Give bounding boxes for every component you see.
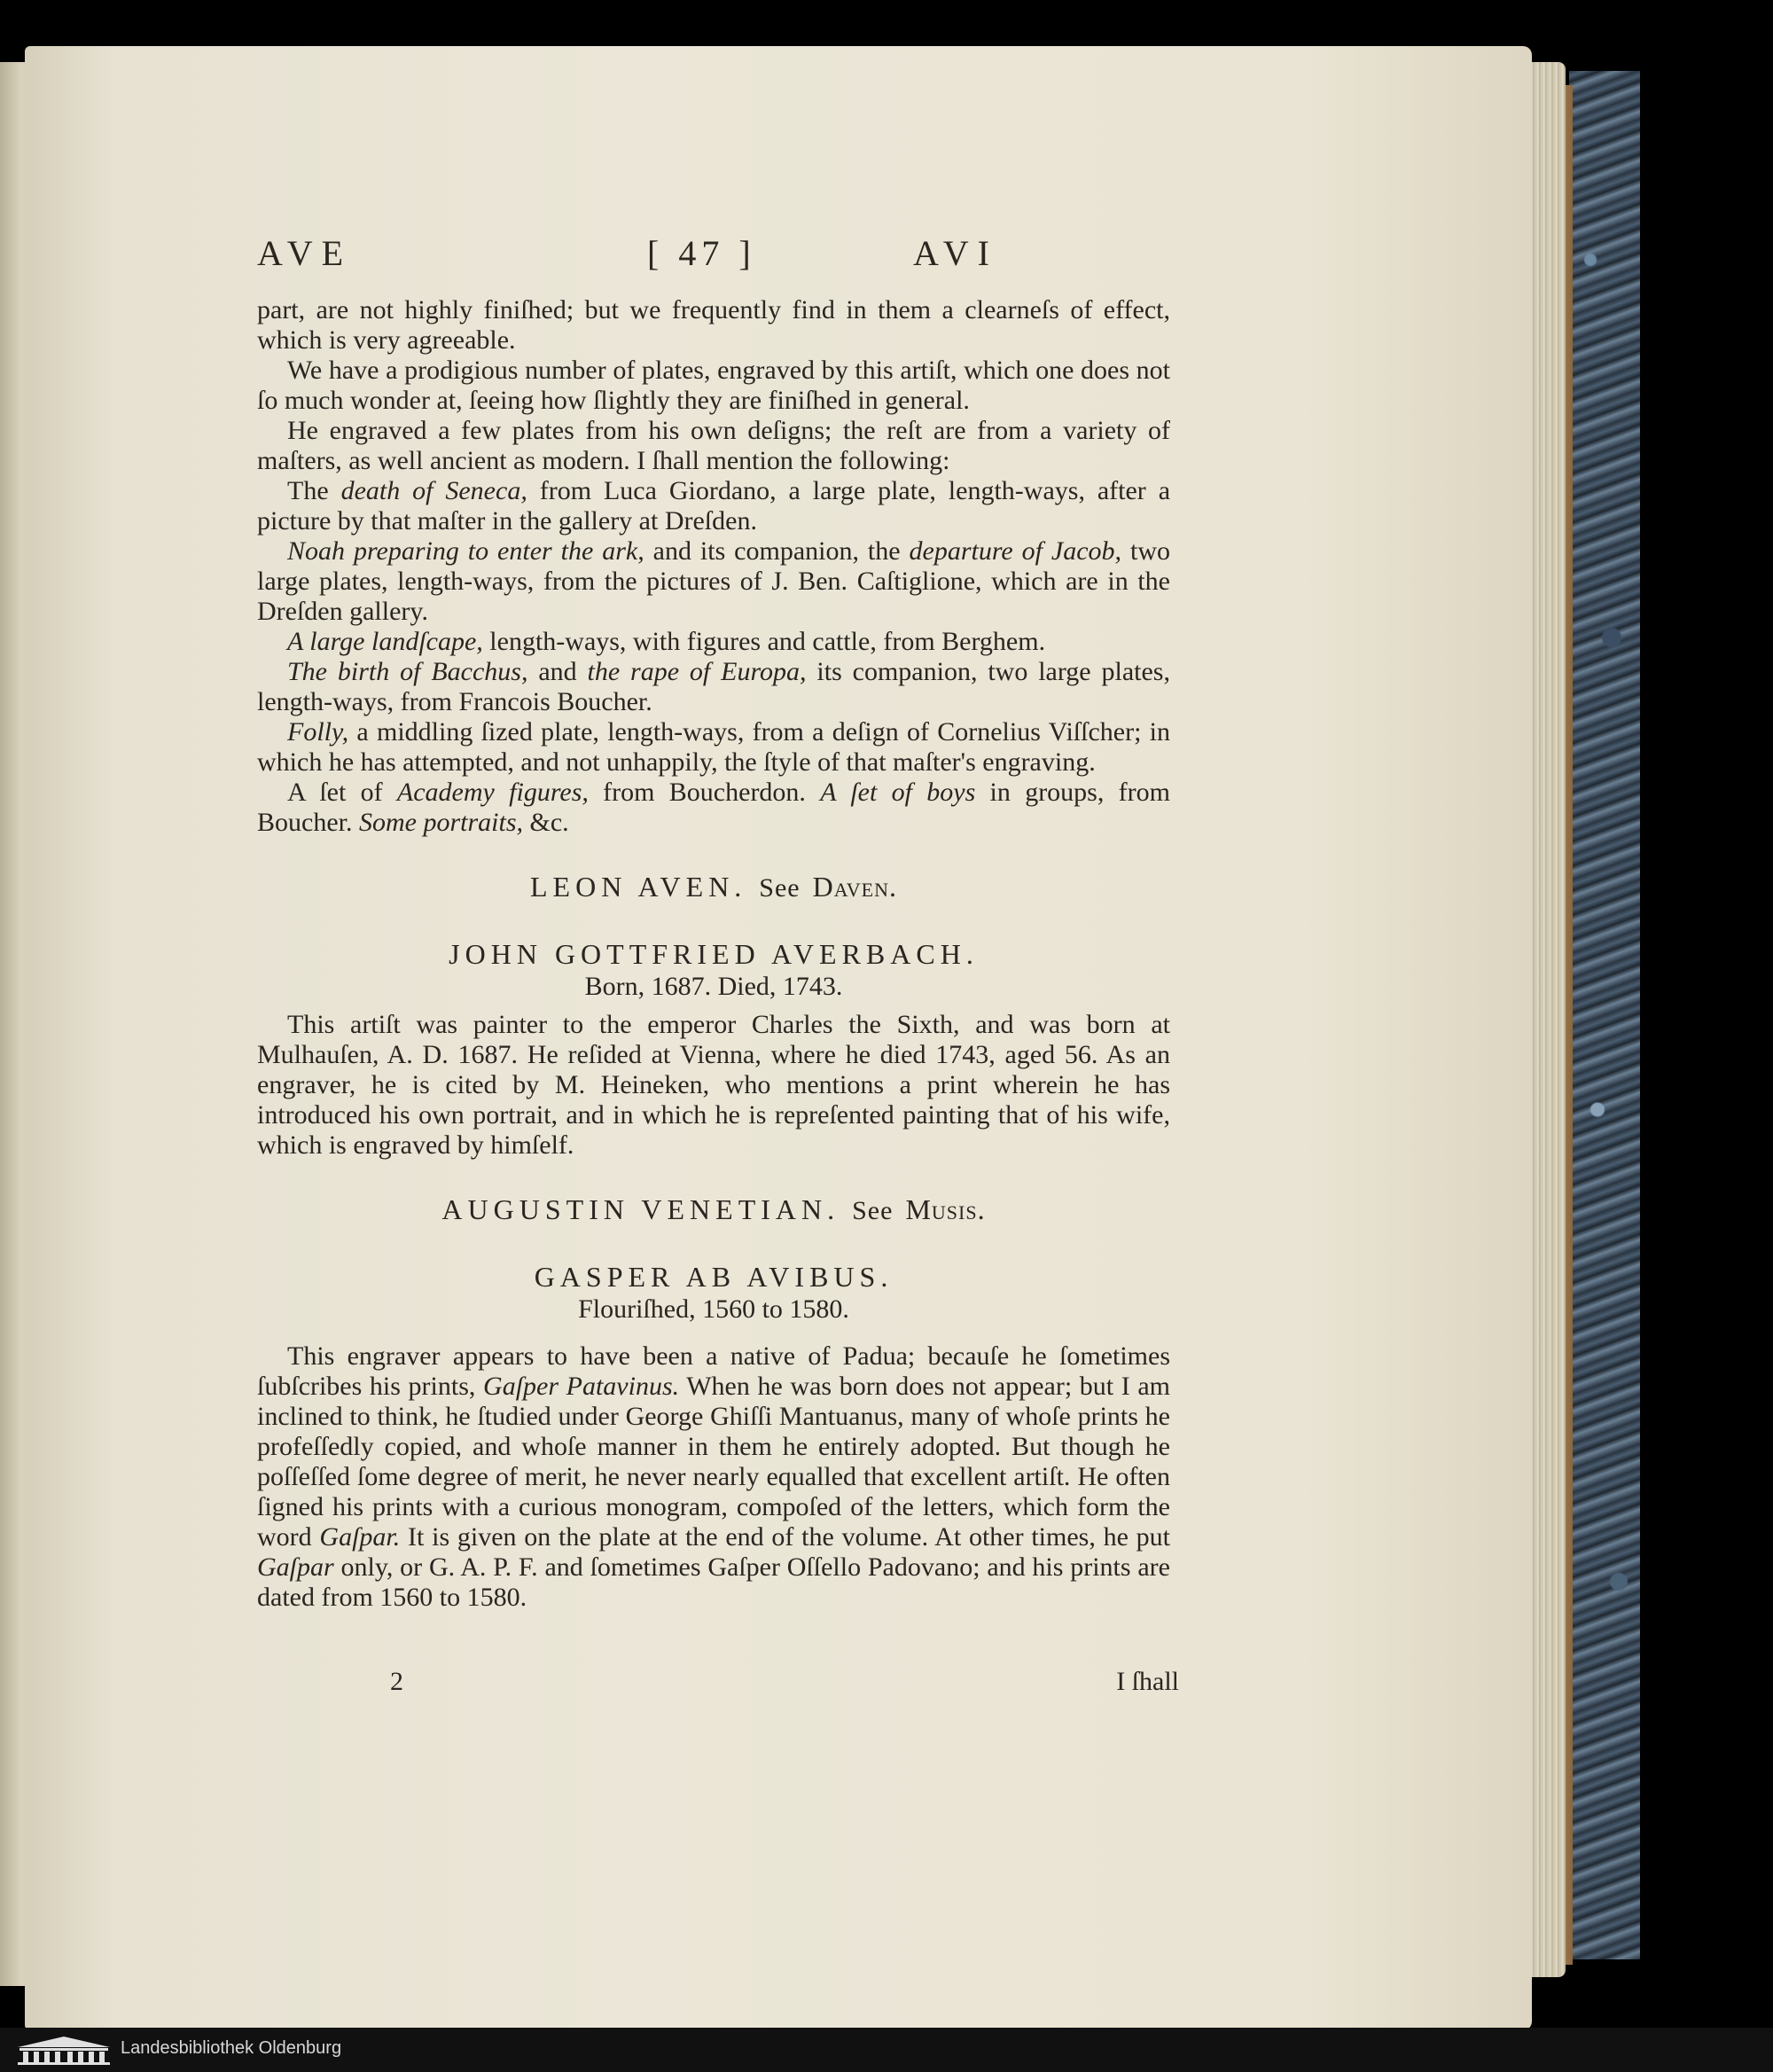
running-head [257, 232, 1188, 285]
viewer-footer [0, 2028, 1773, 2072]
page-body [257, 295, 1170, 1613]
entry-dates-avibus: Flouriſhed, 1560 to 1580. [578, 1294, 849, 1324]
running-head-left: AVE [257, 233, 353, 273]
paragraph: The birth of Bacchus, and the rape of Europa, its companion, two large plates, length-ways, from Francois Boucher. [257, 657, 1170, 716]
entry-heading-averbach: JOHN GOTTFRIED AVERBACH. [449, 938, 979, 970]
paragraph: Noah preparing to enter the ark, and its companion, the departure of Jacob, two large plates, length-ways, from the pictures of J. Ben. Caſtiglione, which are in the Dreſden gallery. [257, 536, 1170, 626]
paragraph: A large landſcape, length-ways, with figures and cattle, from Berghem. [287, 627, 1046, 656]
paragraph: He engraved a few plates from his own deſigns; the reſt are from a variety of maſters, as well ancient as modern. I ſhall mention the following: [257, 416, 1170, 475]
entry-dates-averbach: Born, 1687. Died, 1743. [584, 972, 843, 1001]
paragraph: Folly, a middling ſized plate, length-ways, from a deſign of Cornelius Viſſcher; in which he has attempted, and not unhappily, the ſtyle of that maſter's engraving. [257, 717, 1170, 777]
page-foot [257, 1667, 1179, 1702]
signature-mark: 2 [390, 1667, 403, 1696]
paragraph: We have a prodigious number of plates, engraved by this artiſt, which one does not ſo much wonder at, ſeeing how ſlightly they are finiſhed in general. [257, 356, 1170, 415]
entry-text-averbach: This artiſt was painter to the emperor Charles the Sixth, and was born at Mulhauſen, A. D. 1687. He reſided at Vienna, where he died 1743, aged 56. As an engraver, he is cited by M. Heineken, who mentions a print wherein he has introduced his own portrait, and in which he is repreſented painting that of his wife, which is engraved by himſelf. [257, 1010, 1170, 1160]
library-building-icon [16, 2035, 112, 2065]
paragraph: A ſet of Academy figures, from Boucherdon. A ſet of boys in groups, from Boucher. Some portraits, &c. [257, 778, 1170, 837]
paragraph: part, are not highly finiſhed; but we frequently find in them a clearneſs of effect, which is very agreeable. [257, 295, 1170, 355]
catchword: I ſhall [1116, 1667, 1179, 1696]
entry-heading-venetian: AUGUSTIN VENETIAN. See Musis. [441, 1193, 986, 1225]
entry-heading-aven: LEON AVEN. See Daven. [530, 871, 897, 903]
library-name: Landesbibliothek Oldenburg [121, 2038, 342, 2058]
marbled-cover [1569, 71, 1640, 1959]
entry-text-avibus: This engraver appears to have been a native of Padua; becauſe he ſometimes ſubſcribes his prints, Gaſper Patavinus. When he was born does not appear; but I am inclined to think, he ſtudied under George Ghiſſi Mantuanus, many of whoſe prints he profeſſedly copied, and whoſe manner in them he entirely adopted. But though he poſſeſſed ſome degree of merit, he never nearly equalled that excellent artiſt. He often ſigned his prints with a curious monogram, compoſed of the letters, which form the word Gaſpar. It is given on the plate at the end of the volume. At other times, he put Gaſpar only, or G. A. P. F. and ſometimes Gaſper Oſſello Padovano; and his prints are dated from 1560 to 1580. [257, 1341, 1171, 1612]
paragraph: The death of Seneca, from Luca Giordano, a large plate, length-ways, after a picture by that maſter in the gallery at Dreſden. [257, 476, 1171, 536]
running-head-right: AVI [913, 233, 998, 273]
page-number: [ 47 ] [647, 233, 756, 273]
entry-heading-avibus: GASPER AB AVIBUS. [534, 1261, 894, 1293]
